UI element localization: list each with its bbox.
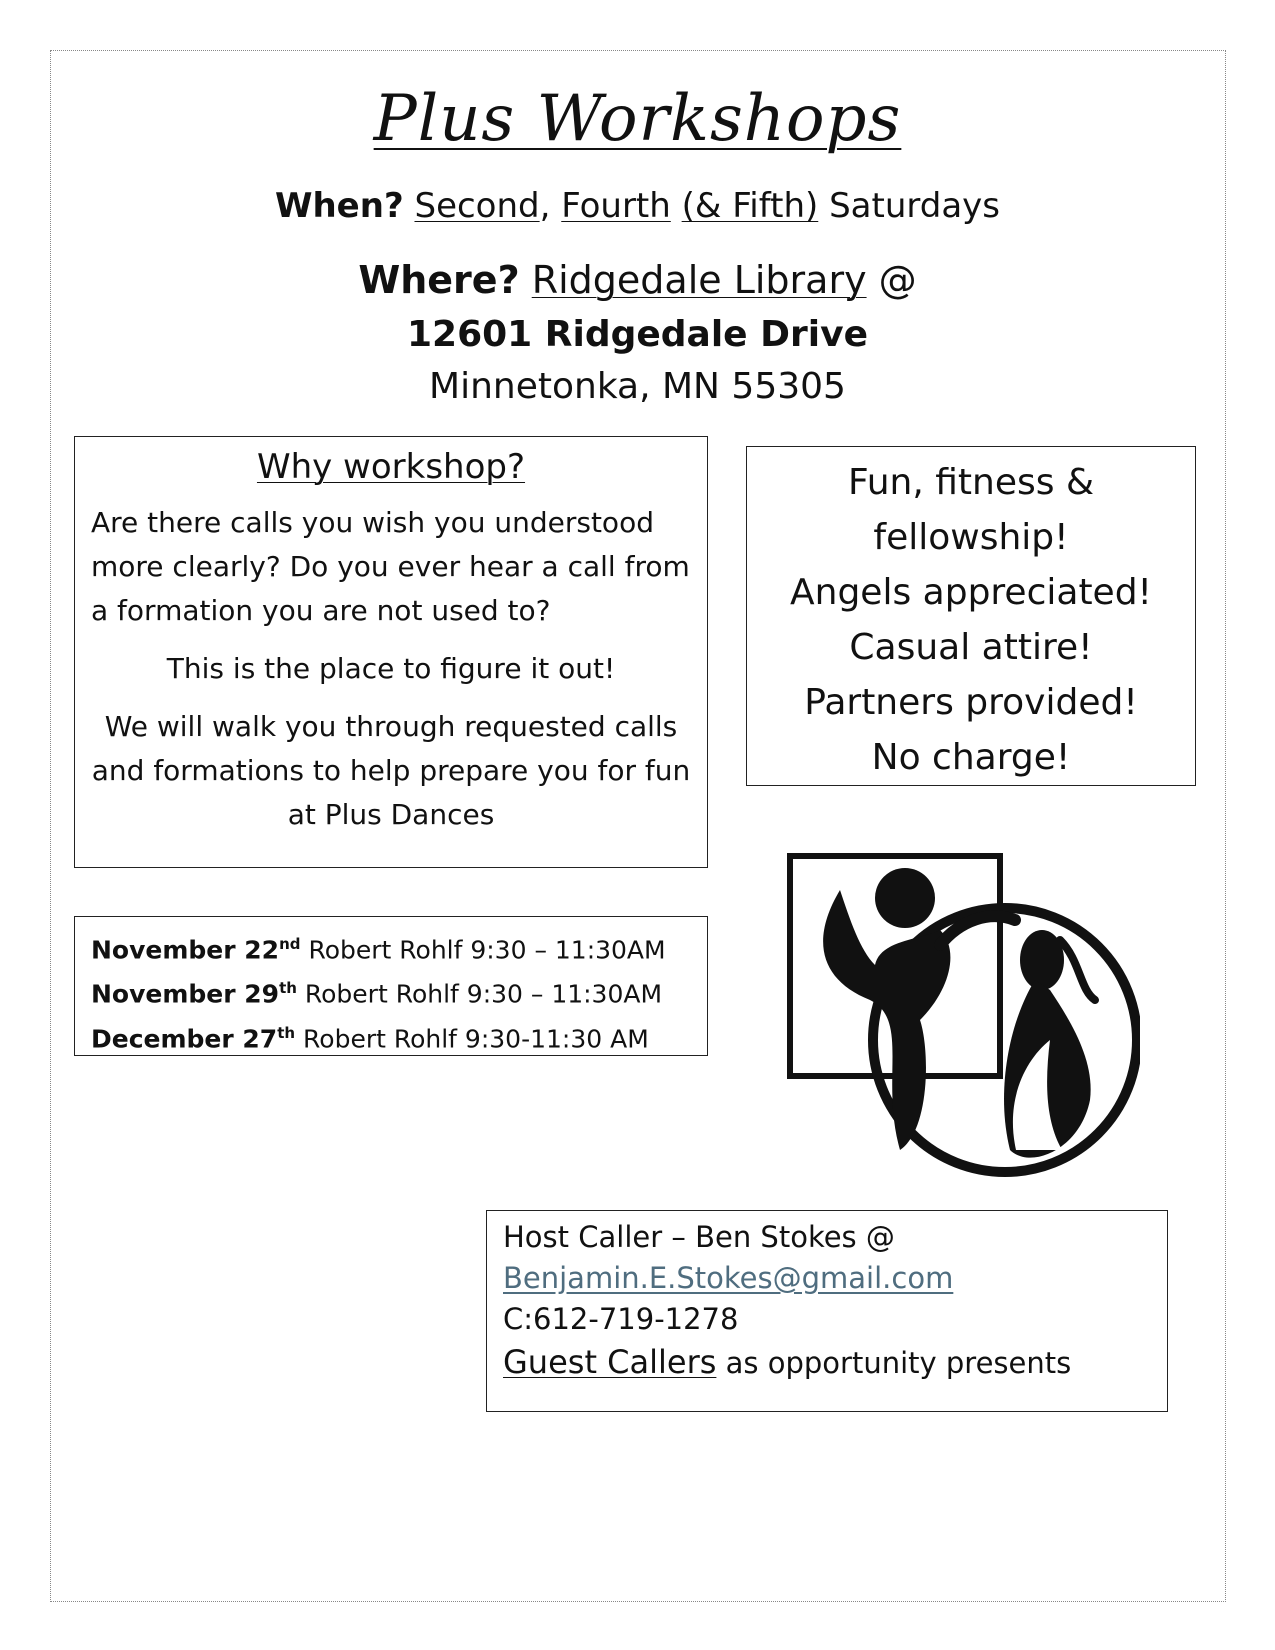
perk-line-3: Angels appreciated! [790, 572, 1152, 613]
why-workshop-box [74, 436, 708, 868]
schedule-row: November 22nd Robert Rohlf 9:30 – 11:30AM [91, 935, 666, 965]
where-label: Where? [358, 258, 520, 302]
host-box [486, 1210, 1168, 1412]
why-paragraph-2: This is the place to figure it out! [166, 652, 616, 685]
when-fourth: Fourth [561, 186, 671, 226]
why-paragraph-1: Are there calls you wish you understood more clearly? Do you ever hear a call from a formation you are not used to? [91, 506, 690, 627]
why-heading: Why workshop? [256, 447, 526, 487]
where-at: @ [878, 258, 917, 302]
square-dance-couple-logo-icon [780, 850, 1140, 1200]
host-phone: C:612-719-1278 [503, 1302, 739, 1336]
schedule-row: November 29th Robert Rohlf 9:30 – 11:30AM [91, 979, 663, 1009]
when-fifth: (& Fifth) [681, 186, 819, 226]
when-label: When? [274, 186, 404, 226]
where-city: Minnetonka, MN 55305 [429, 366, 846, 407]
perks-box [746, 446, 1196, 786]
perk-line-1: Fun, fitness & [847, 462, 1095, 503]
perk-line-5: Partners provided! [804, 682, 1138, 723]
schedule-row: December 27th Robert Rohlf 9:30-11:30 AM [91, 1023, 649, 1053]
where-line [0, 258, 1275, 302]
guest-callers-rest: as opportunity presents [725, 1346, 1072, 1380]
perk-line-6: No charge! [871, 737, 1071, 778]
host-caller-text: Host Caller – Ben Stokes @ [503, 1220, 895, 1254]
where-street: 12601 Ridgedale Drive [406, 314, 868, 355]
why-paragraph-3: We will walk you through requested calls and formations to help prepare you for fun at Plus Dances [91, 710, 691, 831]
perk-line-2: fellowship! [873, 517, 1069, 558]
schedule-box [74, 916, 708, 1056]
when-rest: Saturdays [829, 186, 1001, 226]
perk-line-4: Casual attire! [849, 627, 1093, 668]
host-email-link[interactable]: Benjamin.E.Stokes@gmail.com [503, 1261, 954, 1295]
when-second: Second [414, 186, 540, 226]
where-place: Ridgedale Library [531, 258, 867, 302]
page-title: Plus Workshops [373, 82, 902, 156]
when-line: When? Second, Fourth (& Fifth) Saturdays [274, 186, 1001, 226]
guest-callers-label: Guest Callers [503, 1343, 717, 1381]
